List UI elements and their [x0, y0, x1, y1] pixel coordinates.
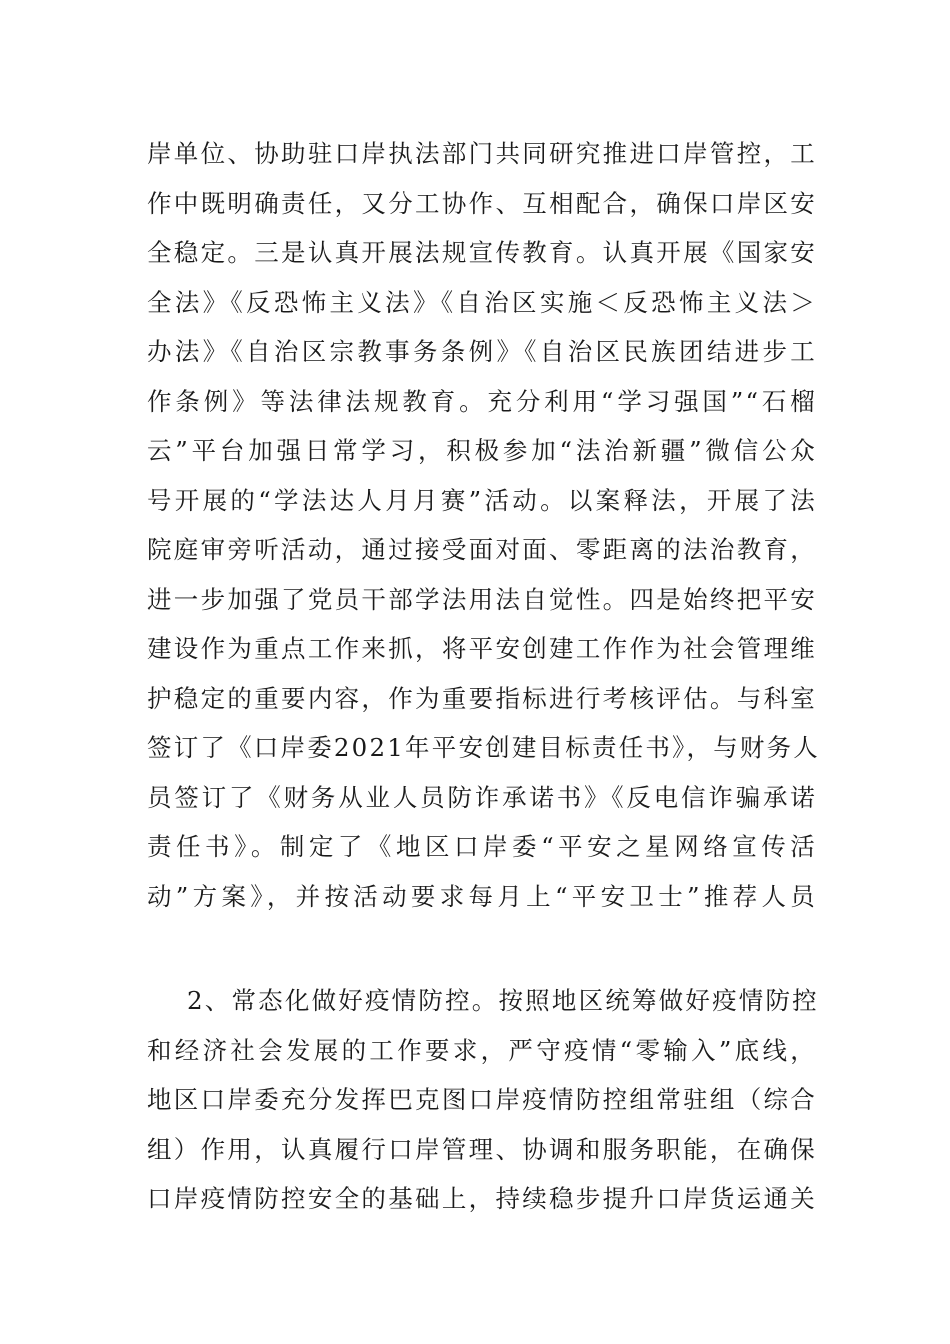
text-line: 作条例》等法律法规教育。充分利用“学习强国”“石榴 [147, 386, 817, 416]
text-line: 动”方案》，并按活动要求每月上“平安卫士”推荐人员 [147, 881, 817, 911]
text-line: 全稳定。三是认真开展法规宣传教育。认真开展《国家安 [147, 238, 817, 267]
text-line: 责任书》。制定了《地区口岸委“平安之星网络宣传活 [147, 832, 817, 861]
text-line: 办法》《自治区宗教事务条例》《自治区民族团结进步工 [147, 337, 817, 366]
text-line: 进一步加强了党员干部学法用法自觉性。四是始终把平安 [147, 584, 817, 614]
text-line: 和经济社会发展的工作要求，严守疫情“零输入”底线， [147, 1035, 817, 1065]
text-line: 地区口岸委充分发挥巴克图口岸疫情防控组常驻组（综合 [147, 1085, 817, 1114]
paragraph-safety-and-law-education [147, 129, 820, 921]
text-line: 作中既明确责任，又分工协作、互相配合，确保口岸区安 [147, 188, 817, 218]
text-line: 岸单位、协助驻口岸执法部门共同研究推进口岸管控，工 [147, 139, 817, 168]
paragraph-epidemic-prevention [147, 976, 817, 1224]
text-line: 护稳定的重要内容，作为重要指标进行考核评估。与科室 [147, 683, 817, 713]
text-line: 号开展的“学法达人月月赛”活动。以案释法，开展了法 [147, 485, 817, 515]
text-line: 2、常态化做好疫情防控。按照地区统筹做好疫情防控 [187, 986, 819, 1015]
text-line: 口岸疫情防控安全的基础上，持续稳步提升口岸货运通关 [147, 1184, 817, 1213]
text-line: 员签订了《财务从业人员防诈承诺书》《反电信诈骗承诺 [147, 782, 817, 812]
text-line: 组）作用，认真履行口岸管理、协调和服务职能，在确保 [147, 1134, 817, 1164]
text-line: 院庭审旁听活动，通过接受面对面、零距离的法治教育， [147, 535, 817, 564]
text-line: 签订了《口岸委2021年平安创建目标责任书》，与财务人 [147, 733, 820, 762]
text-line: 云”平台加强日常学习，积极参加“法治新疆”微信公众 [147, 436, 817, 465]
text-line: 建设作为重点工作来抓，将平安创建工作作为社会管理维 [147, 634, 817, 663]
text-line: 全法》《反恐怖主义法》《自治区实施＜反恐怖主义法＞ [147, 287, 817, 317]
